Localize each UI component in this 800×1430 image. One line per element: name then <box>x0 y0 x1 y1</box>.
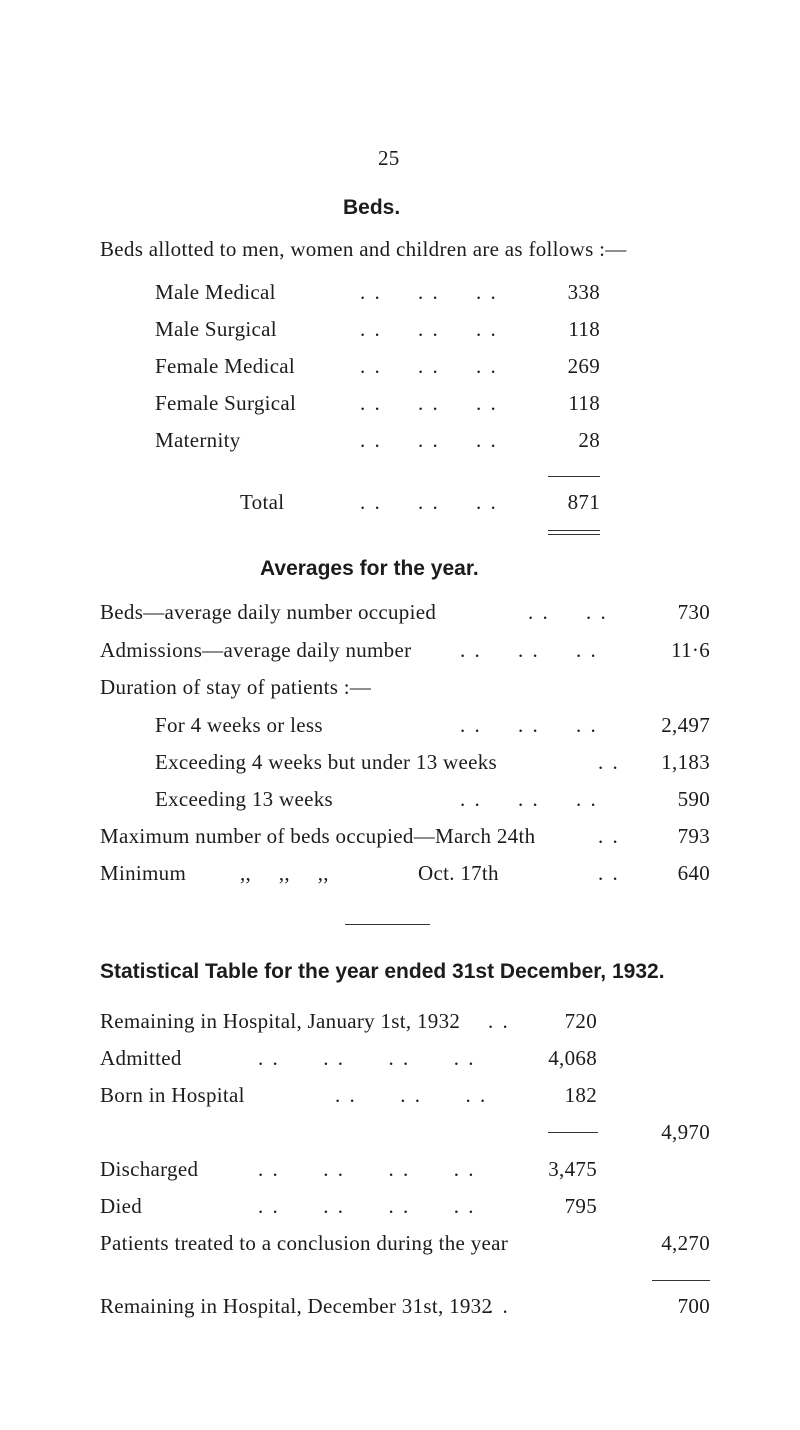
dot-leader: . . <box>598 750 620 774</box>
dot-leader: . . . . . . . . <box>258 1046 476 1070</box>
beds-intro: Beds allotted to men, women and children are as follows :— <box>100 237 627 261</box>
beds-total-label: Total <box>240 490 285 514</box>
dot-leader: . . . . . . <box>360 490 498 514</box>
remaining-end-label: Remaining in Hospital, December 31st, 1932 <box>100 1294 493 1318</box>
dot-leader: . . . . . . <box>360 428 498 452</box>
dot-leader: . . . . . . . . <box>258 1194 476 1218</box>
dot-leader: . . . . <box>528 600 608 624</box>
beds-row: Male Medical <box>155 280 276 304</box>
minimum-label: Minimum <box>100 861 187 885</box>
section-divider <box>345 924 430 925</box>
treated-label: Patients treated to a conclusion during the year <box>100 1231 509 1255</box>
born-value: 182 <box>564 1083 597 1107</box>
died-label: Died <box>100 1194 143 1218</box>
minimum-date: Oct. 17th <box>418 861 499 885</box>
dot-leader: . . <box>488 1009 510 1033</box>
dot-leader: . . . . . . <box>360 354 498 378</box>
admissions-value: 11·6 <box>671 638 710 662</box>
dot-leader: . . . . . . <box>335 1083 488 1107</box>
treated-value: 4,270 <box>661 1231 710 1255</box>
maximum-label: Maximum number of beds occupied—March 24th <box>100 824 536 848</box>
sum-rule <box>652 1280 710 1281</box>
dot-leader: . . . . . . . . <box>258 1157 476 1181</box>
dot-leader: . . . . . . <box>460 638 598 662</box>
averages-heading: Averages for the year. <box>260 557 479 580</box>
statistical-heading: Statistical Table for the year ended 31st December, 1932. <box>100 960 665 983</box>
admitted-value: 4,068 <box>548 1046 597 1070</box>
beds-row: Female Medical <box>155 354 296 378</box>
dot-leader: . . . . . . <box>460 787 598 811</box>
remaining-start-value: 720 <box>564 1009 597 1033</box>
page-number: 25 <box>378 146 400 170</box>
maximum-value: 793 <box>677 824 710 848</box>
minimum-value: 640 <box>677 861 710 885</box>
double-rule <box>548 530 600 531</box>
born-label: Born in Hospital <box>100 1083 245 1107</box>
dot-leader: . . <box>598 861 620 885</box>
duration-value: 1,183 <box>661 750 710 774</box>
beds-heading: Beds. <box>343 196 401 219</box>
sum-rule <box>548 1132 598 1133</box>
duration-label: Duration of stay of patients :— <box>100 675 372 699</box>
remaining-end-value: 700 <box>677 1294 710 1318</box>
beds-row: Maternity <box>155 428 241 452</box>
beds-value: 118 <box>568 391 600 415</box>
dot-leader: . . . . . . <box>360 317 498 341</box>
duration-row: Exceeding 13 weeks <box>155 787 334 811</box>
double-rule <box>548 534 600 535</box>
beds-total-value: 871 <box>567 490 600 514</box>
dot-leader: . . . . . . <box>360 391 498 415</box>
beds-value: 269 <box>567 354 600 378</box>
dot-leader: . . <box>488 1294 510 1318</box>
beds-value: 338 <box>567 280 600 304</box>
duration-value: 2,497 <box>661 713 710 737</box>
beds-row: Female Surgical <box>155 391 297 415</box>
minimum-ditto: ,, ,, ,, <box>240 861 329 885</box>
discharged-label: Discharged <box>100 1157 199 1181</box>
beds-value: 118 <box>568 317 600 341</box>
duration-value: 590 <box>677 787 710 811</box>
dot-leader: . . . . . . <box>360 280 498 304</box>
dot-leader: . . . . . . <box>460 713 598 737</box>
beds-occupied-value: 730 <box>677 600 710 624</box>
remaining-start-label: Remaining in Hospital, January 1st, 1932 <box>100 1009 461 1033</box>
died-value: 795 <box>564 1194 597 1218</box>
admissions-label: Admissions—average daily number <box>100 638 412 662</box>
duration-row: For 4 weeks or less <box>155 713 323 737</box>
beds-row: Male Surgical <box>155 317 277 341</box>
admitted-label: Admitted <box>100 1046 182 1070</box>
beds-value: 28 <box>578 428 600 452</box>
discharged-value: 3,475 <box>548 1157 597 1181</box>
subtotal-value: 4,970 <box>661 1120 710 1144</box>
dot-leader: . . <box>598 824 620 848</box>
sum-rule <box>548 476 600 477</box>
duration-row: Exceeding 4 weeks but under 13 weeks <box>155 750 498 774</box>
beds-occupied-label: Beds—average daily number occupied <box>100 600 437 624</box>
